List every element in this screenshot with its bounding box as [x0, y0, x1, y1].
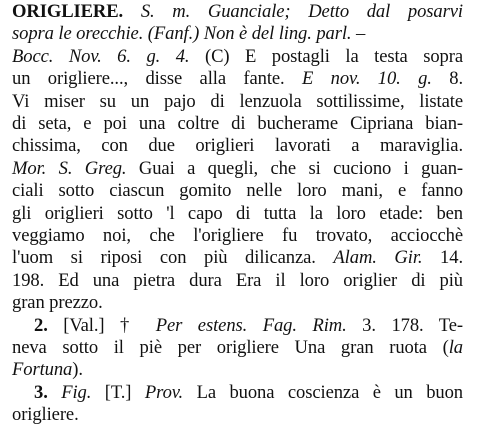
entry-text-segment: l'uom si riposi con più dilicanza. [12, 247, 334, 269]
entry-line [12, 68, 463, 90]
entry-line [12, 292, 103, 314]
entry-text-segment: Fortuna [12, 359, 73, 381]
entry-line [34, 382, 463, 404]
entry-text-segment: 8. [431, 68, 464, 90]
entry-text-segment: gli origlieri sotto 'l capo di tutta la loro etade: ben [12, 202, 463, 224]
entry-line [12, 359, 83, 381]
entry-text-segment: (C) E postagli la testa sopra [189, 45, 463, 67]
entry-text-segment: veggiamo noi, che l'origliere fu trovato, acciocchè [12, 225, 463, 246]
entry-text-segment: E nov. 10. g. [302, 68, 432, 90]
entry-line [12, 247, 463, 269]
entry-text-segment: [T.] [91, 381, 145, 403]
entry-text-segment: ORIGLIERE. [12, 1, 124, 22]
entry-line [12, 91, 463, 113]
entry-line [12, 203, 463, 225]
entry-line [12, 23, 365, 45]
entry-text-segment: neva sotto il piè per origliere Una gran ruota ( [12, 337, 449, 358]
entry-text-segment: gran prezzo. [12, 292, 103, 314]
entry-line [12, 404, 79, 426]
entry-text-segment: chissima, con due origlieri lavorati a maraviglia. [12, 135, 463, 157]
entry-line [34, 315, 463, 337]
entry-line [12, 113, 463, 135]
entry-line [12, 337, 463, 359]
entry-text-segment: [Val.] † [63, 314, 156, 336]
entry-text-segment: origliere. [12, 404, 79, 426]
entry-line [12, 180, 463, 202]
entry-text-segment: S. m. Guanciale; Detto dal posarvi [123, 1, 463, 22]
entry-text-segment: ). [72, 359, 83, 381]
entry-text-segment: 2. [34, 314, 64, 336]
entry-text-segment: 198. Ed una pietra dura Era il loro origlier di più [12, 269, 463, 291]
entry-text-segment: ciali sotto ciascun gomito nelle loro mani, e fanno [12, 180, 463, 202]
entry-text-segment: Per estens. Fag. Rim. [155, 314, 347, 336]
entry-text-segment: Bocc. Nov. 6. g. 4. [12, 45, 190, 67]
entry-line [12, 46, 463, 68]
entry-text-segment: 3. 178. Te- [346, 314, 463, 336]
entry-line [12, 225, 463, 247]
entry-text-segment: Prov. [144, 381, 184, 403]
entry-text-segment: La buona coscienza è un buon [183, 381, 463, 403]
entry-line [12, 1, 463, 23]
entry-text-segment: sopra le orecchie. (Fanf.) Non è del ling. parl. – [12, 23, 366, 45]
entry-line [12, 135, 463, 157]
entry-text-segment: Fig. [61, 381, 92, 403]
entry-text-segment: Vi miser su un pajo di lenzuola sottilissime, listate [12, 90, 463, 112]
entry-text-segment: un origliere..., disse alla fante. [12, 68, 302, 90]
entry-line [12, 270, 463, 292]
entry-text-segment: Alam. Gir. [333, 247, 423, 269]
entry-line [12, 158, 463, 180]
entry-text-segment: Mor. S. Greg. [12, 157, 127, 179]
entry-text-segment: 3. [34, 381, 62, 403]
entry-text-segment: la [448, 337, 463, 358]
entry-text-segment: di seta, e poi una coltre di bucherame Cipriana bian- [12, 113, 463, 134]
entry-text-segment: Guai a quegli, che si cuciono i guan- [126, 157, 463, 179]
entry-text-segment: 14. [422, 247, 464, 269]
